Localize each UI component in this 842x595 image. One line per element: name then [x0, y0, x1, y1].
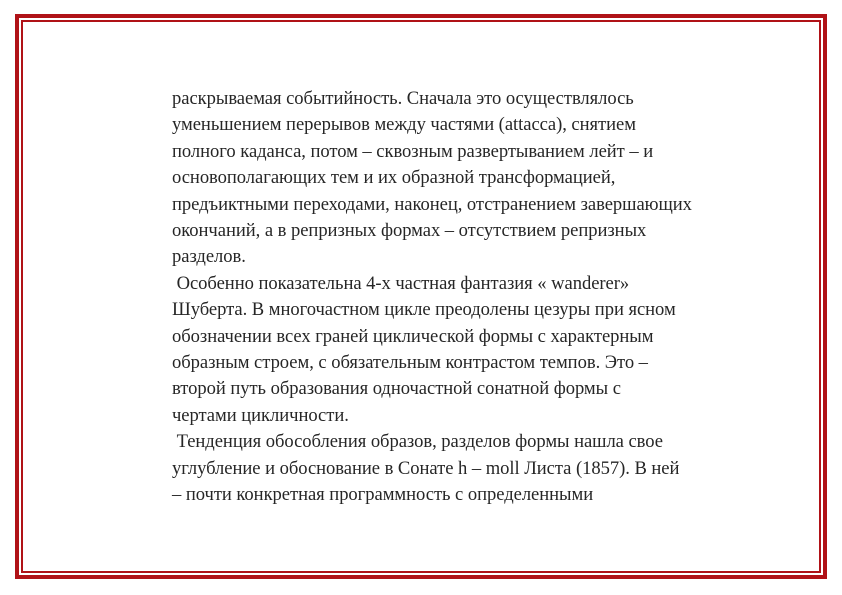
text-line: – почти конкретная программность с определенными — [172, 484, 594, 506]
text-line: Особенно показательна 4-х частная фантазия « wanderer» — [172, 272, 630, 294]
text-line: полного каданса, потом – сквозным развертыванием лейт – и — [172, 140, 654, 162]
text-line: Тенденция обособления образов, разделов формы нашла свое — [172, 431, 663, 453]
text-line: второй путь образования одночастной сонатной формы с — [172, 378, 621, 400]
text-line: предъиктными переходами, наконец, отстранением завершающих — [172, 193, 692, 215]
text-line: раскрываемая событийность. Сначала это осуществлялось — [172, 88, 634, 109]
text-line: уменьшением перерывов между частями (attacca), снятием — [172, 114, 636, 136]
body-text — [172, 86, 792, 509]
text-line: углубление и обоснование в Сонате h – moll Листа (1857). В ней — [172, 457, 680, 479]
text-line: разделов. — [172, 246, 246, 268]
text-line: Шуберта. В многочастном цикле преодолены цезуры при ясном — [172, 299, 676, 321]
text-line: обозначении всех граней циклической формы с характерным — [172, 325, 654, 347]
text-line: основополагающих тем и их образной трансформацией, — [172, 167, 616, 189]
text-line: образным строем, с обязательным контрастом темпов. Это – — [172, 352, 648, 374]
text-line: чертами цикличности. — [172, 404, 349, 426]
text-line: окончаний, а в репризных формах – отсутствием репризных — [172, 220, 647, 242]
